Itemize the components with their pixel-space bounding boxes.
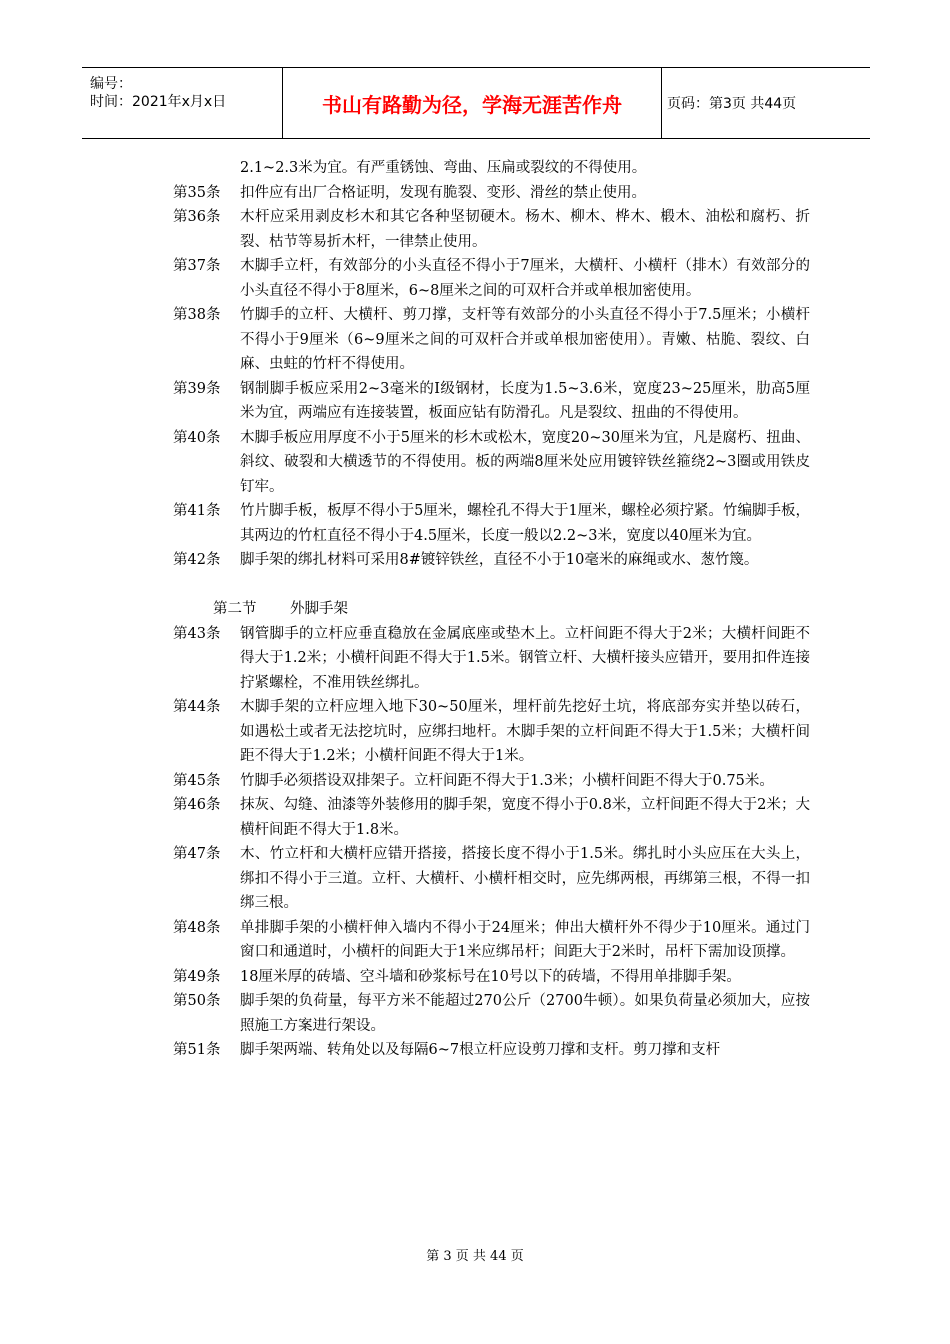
article-item xyxy=(0,989,950,1038)
article-number: 第42条 xyxy=(173,552,221,568)
article-number: 第41条 xyxy=(173,503,221,519)
article-item xyxy=(0,842,950,916)
article-text: 抹灰、勾缝、油漆等外装修用的脚手架，宽度不得小于0.8米，立杆间距不得大于2米；大横杆间距不得大于1.8米。 xyxy=(240,797,810,838)
article-number: 第38条 xyxy=(173,307,221,323)
article-item xyxy=(0,695,950,769)
article-text: 钢制脚手板应采用2~3毫米的I级钢材，长度为1.5~3.6米，宽度23~25厘米，肋高5厘米为宜，两端应有连接装置，板面应钻有防滑孔。凡是裂纹、扭曲的不得使用。 xyxy=(240,380,810,421)
article-item xyxy=(0,181,950,206)
article-item xyxy=(0,769,950,794)
article-text: 扣件应有出厂合格证明，发现有脆裂、变形、滑丝的禁止使用。 xyxy=(240,184,646,201)
article-number: 第45条 xyxy=(173,772,221,789)
article-text: 木脚手板应用厚度不小于5厘米的杉木或松木，宽度20~30厘米为宜，凡是腐朽、扭曲、斜纹、破裂和大横透节的不得使用。板的两端8厘米处应用镀锌铁丝箍绕2~3圈或用铁皮钉牢。 xyxy=(240,429,810,495)
article-item xyxy=(0,793,950,842)
article-item xyxy=(0,426,950,500)
page-header xyxy=(82,67,870,139)
article-text: 脚手架的绑扎材料可采用8#镀锌铁丝，直径不小于10毫米的麻绳或水、葱竹篾。 xyxy=(240,552,759,568)
article-item xyxy=(0,965,950,990)
section-label: 第二节 xyxy=(213,601,257,617)
article-text: 18厘米厚的砖墙、空斗墙和砂浆标号在10号以下的砖墙，不得用单排脚手架。 xyxy=(240,968,741,985)
article-item xyxy=(0,548,950,573)
continuation-paragraph xyxy=(0,156,950,181)
article-list-external-scaffold xyxy=(0,622,950,1063)
section-heading xyxy=(0,597,950,622)
article-item xyxy=(0,377,950,426)
article-text: 脚手架两端、转角处以及每隔6~7根立杆应设剪刀撑和支杆。剪刀撑和支杆 xyxy=(240,1042,721,1058)
article-number: 第47条 xyxy=(173,846,221,862)
article-text: 木脚手架的立杆应埋入地下30~50厘米，埋杆前先挖好土坑，将底部夯实并垫以砖石，如遇松土或者无法挖坑时，应绑扫地杆。木脚手架的立杆间距不得大于1.5米；大横杆间距不得大于1.2米；小横杆间距不得大于1米。 xyxy=(240,699,810,764)
article-number: 第36条 xyxy=(173,209,221,225)
article-number: 第35条 xyxy=(173,184,221,201)
article-number: 第46条 xyxy=(173,797,221,813)
page-footer: 第 3 页 共 44 页 xyxy=(426,1249,524,1264)
article-number: 第40条 xyxy=(173,429,221,446)
article-text: 木脚手立杆，有效部分的小头直径不得小于7厘米，大横杆、小横杆（排木）有效部分的小头直径不得小于8厘米，6~8厘米之间的可双杆合并或单根加密使用。 xyxy=(240,258,810,299)
article-text: 竹脚手必须搭设双排架子。立杆间距不得大于1.3米；小横杆间距不得大于0.75米。 xyxy=(240,772,774,789)
article-text: 木、竹立杆和大横杆应错开搭接，搭接长度不得小于1.5米。绑扎时小头应压在大头上，绑扣不得小于三道。立杆、大横杆、小横杆相交时，应先绑两根，再绑第三根，不得一扣绑三根。 xyxy=(240,846,810,911)
article-item xyxy=(0,303,950,377)
section-title: 外脚手架 xyxy=(290,601,348,617)
article-item xyxy=(0,622,950,696)
article-text: 木杆应采用剥皮杉木和其它各种坚韧硬木。杨木、柳木、桦木、椴木、油松和腐朽、折裂、枯节等易折木杆，一律禁止使用。 xyxy=(240,209,810,250)
article-item xyxy=(0,499,950,548)
article-text: 单排脚手架的小横杆伸入墙内不得小于24厘米；伸出大横杆外不得少于10厘米。通过门窗口和通道时，小横杆的间距大于1米应绑吊杆；间距大于2米时，吊杆下需加设顶撑。 xyxy=(240,919,810,960)
article-number: 第39条 xyxy=(173,380,221,397)
article-number: 第37条 xyxy=(173,258,221,274)
article-item xyxy=(0,916,950,965)
article-text: 钢管脚手的立杆应垂直稳放在金属底座或垫木上。立杆间距不得大于2米；大横杆间距不得大于1.2米；小横杆间距不得大于1.5米。钢管立杆、大横杆接头应错开，要用扣件连接拧紧螺栓，不准用铁丝绑扎。 xyxy=(240,625,810,691)
header-meta xyxy=(82,68,282,138)
article-text: 脚手架的负荷量，每平方米不能超过270公斤（2700牛顿）。如果负荷量必须加大，应按照施工方案进行架设。 xyxy=(240,993,810,1034)
article-number: 第50条 xyxy=(173,993,221,1009)
article-text: 竹脚手的立杆、大横杆、剪刀撑，支杆等有效部分的小头直径不得小于7.5厘米；小横杆不得小于9厘米（6~9厘米之间的可双杆合并或单根加密使用）。青嫩、枯脆、裂纹、白麻、虫蛀的竹杆不得使用。 xyxy=(240,307,810,372)
article-text: 竹片脚手板，板厚不得小于5厘米，螺栓孔不得大于1厘米，螺栓必须拧紧。竹编脚手板，其两边的竹杠直径不得小于4.5厘米，长度一般以2.2~3米，宽度以40厘米为宜。 xyxy=(240,503,810,544)
article-number: 第48条 xyxy=(173,919,221,936)
header-motto: 书山有路勤为径，学海无涯苦作舟 xyxy=(282,68,662,138)
header-page-info: 页码：第3页 共44页 xyxy=(667,96,797,112)
article-number: 第44条 xyxy=(173,699,221,715)
document-body xyxy=(0,156,950,1063)
article-number: 第43条 xyxy=(173,625,221,642)
article-item xyxy=(0,1038,950,1063)
article-list-materials xyxy=(0,181,950,573)
continuation-text: 2.1~2.3米为宜。有严重锈蚀、弯曲、压扁或裂纹的不得使用。 xyxy=(240,160,647,176)
article-item xyxy=(0,254,950,303)
article-item xyxy=(0,205,950,254)
article-number: 第49条 xyxy=(173,968,221,985)
article-number: 第51条 xyxy=(173,1042,221,1058)
document-date: 时间：2021年x月x日 xyxy=(90,94,227,110)
document-number-label: 编号： xyxy=(90,76,132,92)
